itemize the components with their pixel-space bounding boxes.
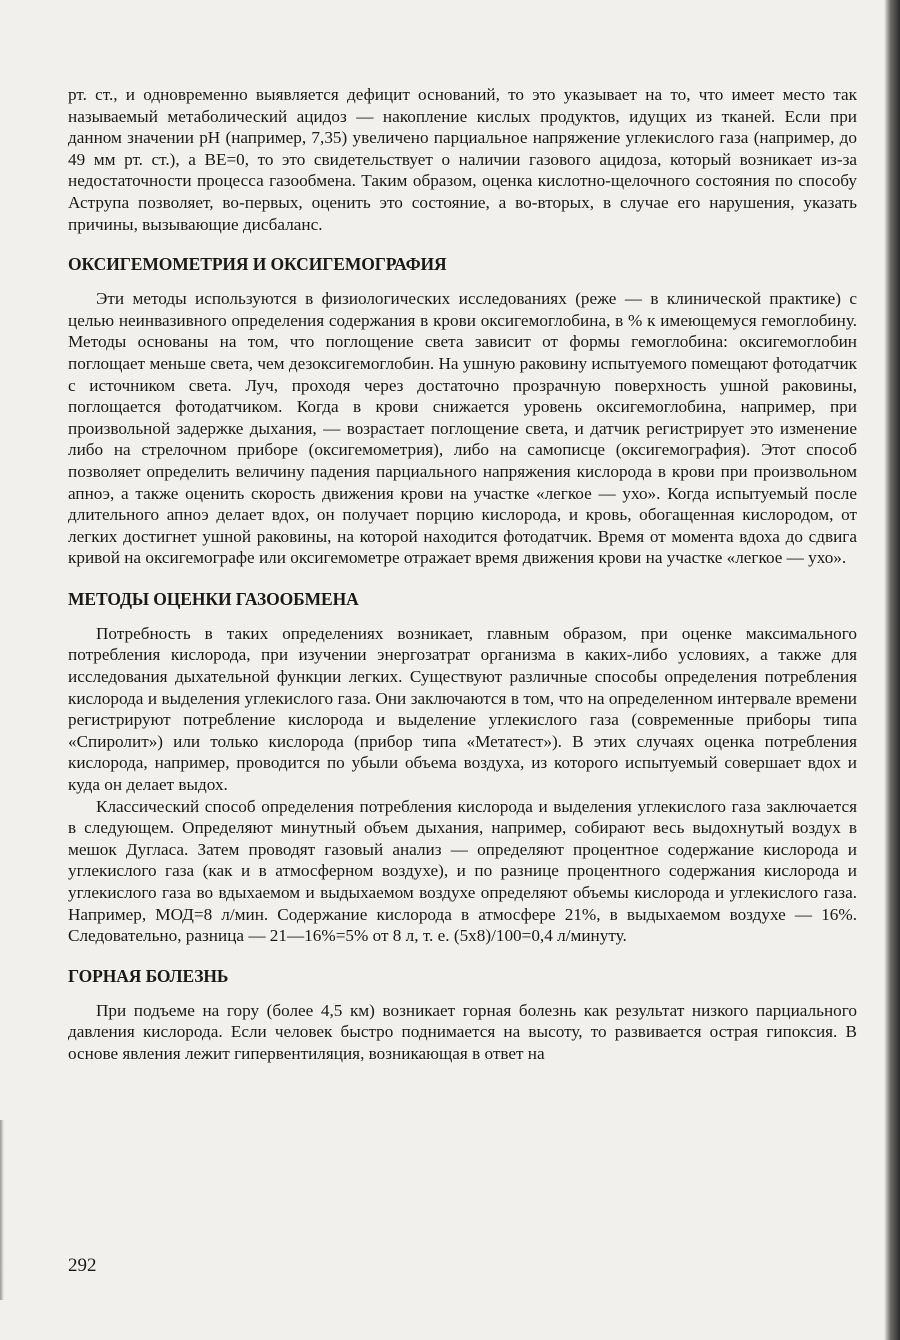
paragraph-gas-exchange-2: Классический способ определения потребления кислорода и выделения углекислого газа заключается в следующем. Определяют минутный объем дыхания, например, собирают весь выдохнутый воздух в мешок Дугласа. Затем проводят газовый анализ — определяют процентное содержание кислорода и углекислого газа (как и в атмосферном воздухе), и по разнице процентного содержания кислорода и углекислого газа во вдыхаемом и выдыхаемом воздухе определяют объемы кислорода и углекислого газа. Например, МОД=8 л/мин. Содержание кислорода в атмосфере 21%, в выдыхаемом воздухе — 16%. Следовательно, разница — 21—16%=5% от 8 л, т. е. (5x8)/100=0,4 л/минуту. bbox=[68, 796, 857, 946]
paragraph-intro: рт. ст., и одновременно выявляется дефицит оснований, то это указывает на то, что имеет место так называемый метаболический ацидоз — накопление кислых продуктов, идущих из тканей. Если при данном значении pH (например, 7,35) увеличено парциальное напряжение углекислого газа (например, до 49 мм рт. ст.), а BE=0, то это свидетельствует о наличии газового ацидоза, который возникает из-за недостаточности процесса газообмена. Таким образом, оценка кислотно-щелочного состояния по способу Аструпа позволяет, во-первых, оценить это состояние, а во-вторых, в случае его нарушения, указать причины, вызывающие дисбаланс. bbox=[68, 85, 857, 234]
page-content bbox=[68, 84, 857, 1065]
paragraph-oxygemometry: Эти методы используются в физиологических исследованиях (реже — в клинической практике) с целью неинвазивного определения содержания в крови оксигемоглобина, в % к имеющемуся гемоглобину. Методы основаны на том, что поглощение света зависит от формы гемоглобина: оксигемоглобин поглощает меньше света, чем дезоксигемоглобин. На ушную раковину испытуемого помещают фотодатчик с источником света. Луч, проходя через достаточно прозрачную поверхность ушной раковины, поглощается фотодатчиком. Когда в крови снижается уровень оксигемоглобина, например, при произвольной задержке дыхания, — возрастает поглощение света, и датчик регистрирует это изменение либо на стрелочном приборе (оксигемометрия), либо на самописце (оксигемография). Этот способ позволяет определить величину падения парциального напряжения кислорода в крови при произвольном апноэ, а также оценить скорость движения крови на участке «легкое — ухо». Когда испытуемый после длительного апноэ делает вдох, он получает порцию кислорода, и кровь, обогащенная кислородом, от легких достигнет ушной раковины, на которой находится фотодатчик. Время от момента вдоха до сдвига кривой на оксигемографе или оксигемометре отражает время движения крови на участке «легкое — ухо». bbox=[68, 289, 857, 568]
paragraph-mountain-sickness: При подъеме на гору (более 4,5 км) возникает горная болезнь как результат низкого парциального давления кислорода. Если человек быстро поднимается на высоту, то развивается острая гипоксия. В основе явления лежит гипервентиляция, возникающая в ответ на bbox=[68, 1000, 857, 1063]
page-number: 292 bbox=[68, 1255, 97, 1276]
heading-oxygemometry: ОКСИГЕМОМЕТРИЯ И ОКСИГЕМОГРАФИЯ bbox=[68, 254, 447, 275]
paragraph-gas-exchange-1: Потребность в таких определениях возникает, главным образом, при оценке максимального потребления кислорода, при изучении энергозатрат организма в каких-либо условиях, а также для исследования дыхательной функции легких. Существуют различные способы определения потребления кислорода и выделения углекислого газа. Они заключаются в том, что на определенном интервале времени регистрируют потребление кислорода и выделение углекислого газа (современные приборы типа «Спиролит») или только кислорода (прибор типа «Метатест»). В этих случаях оценка потребления кислорода, например, проводится по убыли объема воздуха, из которого испытуемый совершает вдох и куда он делает выдох. bbox=[68, 623, 857, 795]
page-edge-shadow bbox=[884, 0, 900, 1340]
heading-gas-exchange-methods: МЕТОДЫ ОЦЕНКИ ГАЗООБМЕНА bbox=[68, 588, 359, 609]
heading-mountain-sickness: ГОРНАЯ БОЛЕЗНЬ bbox=[68, 965, 229, 986]
page-edge-mark bbox=[0, 1120, 4, 1300]
